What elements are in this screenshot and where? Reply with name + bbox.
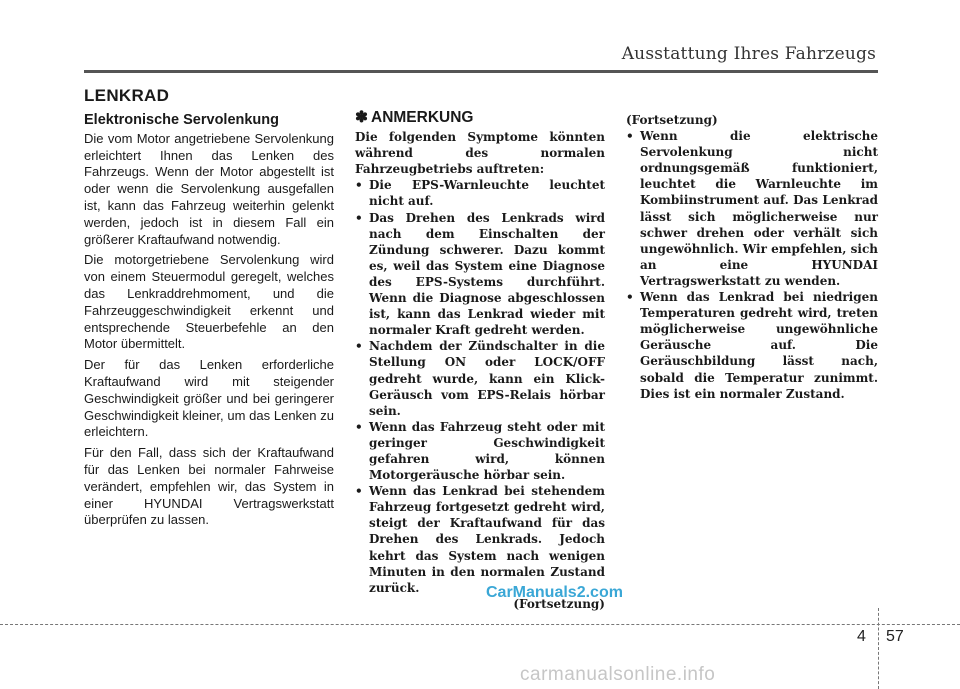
asterisk-icon: ✽	[355, 109, 368, 126]
note-list-continued	[626, 128, 878, 402]
list-item: • Nachdem der Zündschalter in die Stellung ON oder LOCK/OFF gedreht wurde, kann ein Klick-Geräusch vom EPS-Relais hörbar sein.	[355, 338, 605, 418]
note-heading	[355, 110, 605, 126]
paragraph: Die vom Motor angetriebene Servolenkung erleichtert Ihnen das Lenken des Fahrzeugs. Wenn der Motor abgestellt ist oder wenn die Servolenkung ausgefallen ist, kann das Fahrzeug weiterhin gelenkt werden, jedoch ist in diesem Fall ein größerer Kraftaufwand notwendig.	[84, 130, 334, 247]
subsection-heading: Elektronische Servolenkung	[84, 112, 280, 128]
footer-divider	[0, 624, 960, 625]
paragraph: Für den Fall, dass sich der Kraftaufwand für das Lenken bei normaler Fahrweise verändert, empfehlen wir, das System in einer HYUNDAI Vertragswerkstatt überprüfen zu lassen.	[84, 445, 334, 528]
page-number: 57	[886, 628, 904, 645]
continued-label: (Fortsetzung)	[626, 113, 718, 127]
list-item: • Das Drehen des Lenkrads wird nach dem Einschalten der Zündung schwerer. Dazu kommt es, weil das System eine Diagnose des EPS-Systems durchführt. Wenn die Diagnose abgeschlossen ist, kann das Lenkrad wieder mit normaler Kraft gedreht werden.	[355, 210, 605, 339]
list-item: • Wenn das Lenkrad bei niedrigen Temperaturen gedreht wird, treten möglicherweise ungewöhnliche Geräusche auf. Die Geräuschbildung lässt nach, sobald die Temperatur zunimmt. Dies ist ein normaler Zustand.	[626, 289, 878, 402]
paragraph: Die motorgetriebene Servolenkung wird von einem Steuermodul geregelt, welches das Lenkraddrehmoment, und die Fahrzeuggeschwindigkeit erkennt und entsprechende Steuerbefehle an den Motor übermittelt.	[84, 252, 334, 352]
footer-vertical-divider	[878, 608, 879, 689]
site-watermark: carmanualsonline.info	[520, 664, 716, 685]
note-continued-column	[626, 112, 878, 402]
note-intro: Die folgenden Symptome könnten während des normalen Fahrzeugbetriebs auftreten:	[355, 130, 605, 177]
note-heading-text: ANMERKUNG	[371, 109, 474, 126]
list-item: • Wenn das Fahrzeug steht oder mit geringer Geschwindigkeit gefahren wird, können Motorgeräusche hörbar sein.	[355, 419, 605, 483]
paragraph: Der für das Lenken erforderliche Kraftaufwand wird mit steigender Geschwindigkeit größer und bei geringerer Geschwindigkeit kleiner, um das Lenken zu erleichtern.	[84, 357, 334, 440]
list-item: • Wenn die elektrische Servolenkung nicht ordnungsgemäß funktioniert, leuchtet die Warnleuchte im Kombiinstrument auf. Das Lenkrad lässt sich möglicherweise nur schwer drehen oder verhält sich ungewöhnlich. Wir empfehlen, sich an eine HYUNDAI Vertragswerkstatt zu wenden.	[626, 128, 878, 289]
header-rule	[84, 70, 878, 73]
section-title: LENKRAD	[84, 86, 170, 105]
column-servolenkung	[84, 112, 334, 533]
chapter-number: 4	[857, 628, 866, 645]
note-list	[355, 177, 605, 595]
header-title: Ausstattung Ihres Fahrzeugs	[621, 44, 876, 64]
list-item: • Die EPS-Warnleuchte leuchtet nicht auf.	[355, 177, 605, 209]
continued-label: (Fortsetzung)	[513, 596, 605, 611]
watermark-link[interactable]: CarManuals2.com	[486, 584, 623, 601]
list-item: • Wenn das Lenkrad bei stehendem Fahrzeug fortgesetzt gedreht wird, steigt der Kraftaufwand für das Drehen des Lenkrads. Jedoch kehrt das System nach wenigen Minuten in den normalen Zustand zurück.	[355, 483, 605, 596]
note-column	[355, 110, 605, 612]
